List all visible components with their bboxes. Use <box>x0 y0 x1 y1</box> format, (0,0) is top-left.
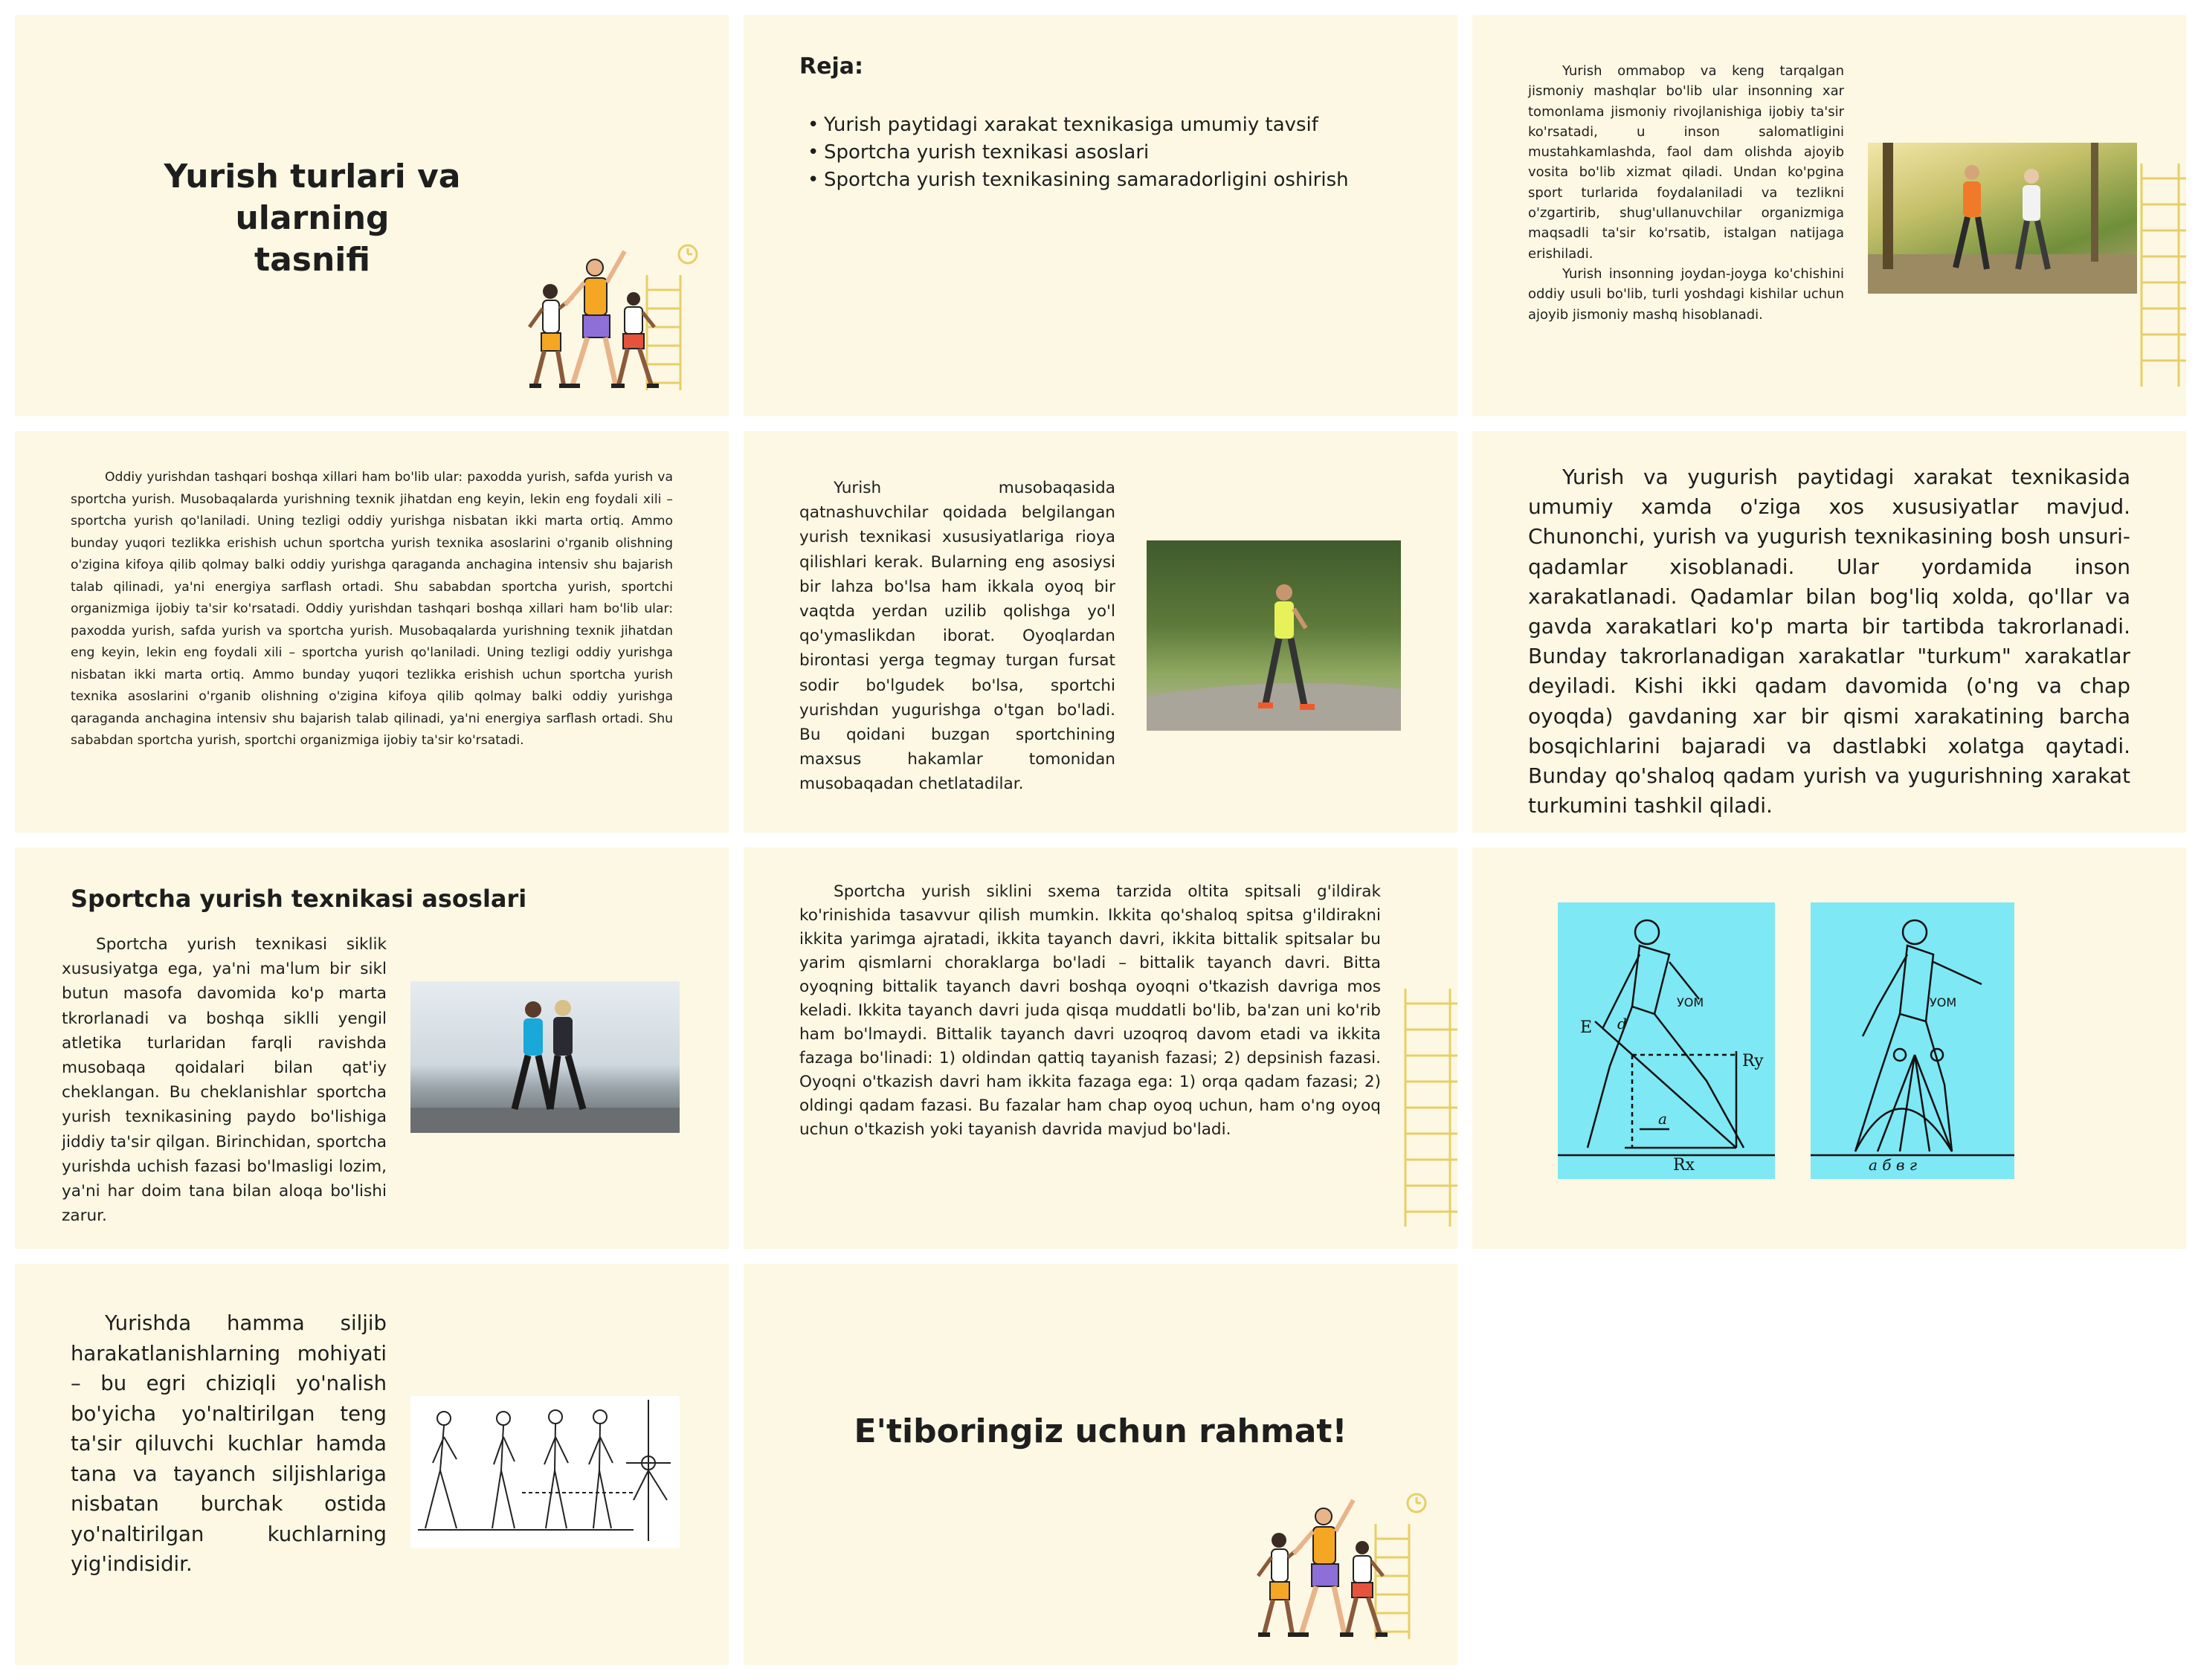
plan-item: • Yurish paytidagi xarakat texnikasiga umumiy tavsif <box>803 112 1413 139</box>
exercise-people-illustration <box>521 238 714 394</box>
technique-basics-heading: Sportcha yurish texnikasi asoslari <box>71 885 527 913</box>
walking-cycle-paragraph: Sportcha yurish siklini sxema tarzida oltita spitsali g'ildirak ko'rinishida tasavvur qilish mumkin. Ikkita qo'shaloq spitsa g'ildirakni ikkita yarimga ajratadi, ikkita tayanch davri, ikkita bittalik spitsalar bu yarim qismlarni choraklarga bo'ladi – bittalik tayanch davri. Bitta oyoqning bittalik tayanch davri boshqa oyoqni o'tkazish davriga mos keladi. Ikkita tayanch davri juda qisqa muddatli bo'lib, ba'zan uni ko'rib ham bo'lmaydi. Bittalik tayanch davri uzoqroq davom etadi va ikkita fazaga bo'linadi: 1) oldindan qattiq tayanish fazasi; 2) depsinish fazasi. Oyoqni o'tkazish davri ham ikkita fazaga ega: 1) orqa qadam fazasi; 2) oldingi qadam fazasi. Bu fazalar ham chap oyoq uchun, ham o'ng oyoq uchun o'tkazish yoki tayanish davrida mavjud bo'ladi. <box>799 882 1381 1139</box>
intro-paragraph-2: Yurish insonning joydan-joyga ko'chishini oddiy usuli bo'lib, turli yoshdagi kishilar uchun ajoyib jismoniy mashq hisoblanadi. <box>1528 265 1844 323</box>
title-block <box>89 156 535 281</box>
competition-rules-paragraph: Yurish musobaqasida qatnashuvchilar qoidada belgilangan yurish texnikasi xususiyatlariga rioya qilishlari kerak. Bularning eng asosiysi bir lahza bo'lsa ham ikkala oyoq bir vaqtda yerdan uzilib qolishga yo'l qo'ymaslikdan iborat. Oyoqlardan birontasi yerga tegmay turgan fursat sodir bo'lgudek bo'lsa, sportchi yurishdan yugurishga o'tgan bo'ladi. Bu qoidani buzgan sportchining maxsus hakamlar tomonidan musobaqadan chetlatadilar. <box>799 479 1115 794</box>
title-line-1: Yurish turlari va ularning <box>164 158 461 237</box>
slide-technique-general <box>1472 431 2186 833</box>
walking-types-paragraph: Oddiy yurishdan tashqari boshqa xillari ham bo'lib ular: paxodda yurish, safda yurish va sportcha yurish. Musobaqalarda yurishning texnik jihatdan eng keyin, lekin eng foydali xili – sportcha yurish qo'laniladi. Uning tezligi oddiy yurishga nisbatan ikki marta ortiq. Ammo bunday yuqori tezlikka erishish uchun sportcha yurish texnika asoslarini o'rganib olishning o'zigina kifoya qilib qolmay balki oddiy yurishga qaraganda anchagina intensiv shu bajarish talab qilinadi, ya'ni energiya sarflash ortadi. Shu sababdan sportcha yurish, sportchi organizmiga ijobiy ta'sir ko'rsatadi. Oddiy yurishdan tashqari boshqa xillari ham bo'lib ular: paxodda yurish, safda yurish va sportcha yurish. Musobaqalarda yurishning texnik jihatdan eng keyin, lekin eng foydali xili – sportcha yurish qo'laniladi. Uning tezligi oddiy yurishga nisbatan ikki marta ortiq. Ammo bunday yuqori tezlikka erishish uchun sportcha yurish texnika asoslarini o'rganib olishning o'zigina kifoya qilib qolmay balki oddiy yurishga qaraganda anchagina intensiv shu bajarish talab qilinadi, ya'ni energiya sarflash ortadi. Shu sababdan sportcha yurish, sportchi organizmiga ijobiy ta'sir ko'rsatadi. <box>71 470 673 748</box>
plan-item: • Sportcha yurish texnikasining samaradorligini oshirish <box>803 167 1413 194</box>
slide-walking-types <box>15 431 729 833</box>
women-walking-photo <box>410 981 680 1133</box>
race-walker-photo <box>1147 540 1401 731</box>
plan-item: • Sportcha yurish texnikasi asoslari <box>803 139 1413 167</box>
slide-competition-rules <box>744 431 1457 833</box>
walking-couple-park-photo <box>1868 143 2137 294</box>
label-rx: Rx <box>1673 1156 1695 1175</box>
thanks-title: E'tiboringiz uchun rahmat! <box>854 1412 1347 1450</box>
slide-forces <box>15 1264 729 1665</box>
force-diagram-figure-1 <box>1558 902 1775 1179</box>
plan-list <box>803 112 1413 194</box>
exercise-people-illustration <box>1249 1487 1443 1643</box>
slide-plan <box>744 15 1457 416</box>
intro-paragraph-1: Yurish ommabop va keng tarqalgan jismoniy mashqlar bo'lib ular insonning xar tomonlama jismoniy rivojlanishiga ijobiy ta'sir ko'rsatadi, u inson salomatligini mustahkamlashda, faol dam olishda ajoyib vosita bo'lib xizmat qiladi. Undan ko'pgina sport turlarida foydalaniladi va tezlikni o'zgartirib, shug'ullanuvchilar organizmiga maqsadli ta'sir ko'rsatib, istalgan natijaga erishiladi. <box>1528 63 1844 262</box>
label-d: d <box>1617 1015 1627 1033</box>
label-phases: а б в г <box>1869 1156 1917 1174</box>
plan-heading: Reja: <box>799 54 863 80</box>
label-com: УОМ <box>1930 995 1957 1009</box>
technique-general-paragraph: Yurish va yugurish paytidagi xarakat texnikasida umumiy xamda o'ziga xos xususiyatlar mavjud. Chunonchi, yurish va yugurish texnikasining bosh unsuri-qadamlar xisoblanadi. Ular yordamida inson xarakatlanadi. Qadamlar bilan bog'liq xolda, qo'llar va gavda xarakatlari ko'p marta bir tartibda takrorlanadi. Bunday takrorlanadigan xarakatlar "turkum" xarakatlar deyiladi. Kishi ikki qadam davomida (o'ng va chap oyoqda) gavdaning xar bir qismi xarakatining barcha bosqichlarini bajaradi va dastlabki xolatga qaytadi. Bunday qo'shaloq qadam yurish va yugurishning xarakat turkumini tashkil qiladi. <box>1528 465 2130 818</box>
title-line-2: tasnifi <box>254 241 370 279</box>
forces-paragraph: Yurishda hamma siljib harakatlanishlarning mohiyati – bu egri chiziqli yo'nalish bo'yicha yo'naltirilgan teng ta'sir qiluvchi kuchlar hamda tana va tayanch siljishlariga nisbatan burchak ostida yo'naltirilgan kuchlarning yig'indisidir. <box>71 1311 387 1576</box>
label-ry: Ry <box>1742 1052 1764 1070</box>
slide-technique-basics <box>15 847 729 1249</box>
label-a: a <box>1658 1110 1667 1128</box>
slide-walking-cycle <box>744 847 1457 1249</box>
slide-thanks <box>744 1264 1457 1665</box>
intro-text-block <box>1528 61 1844 325</box>
slide-intro <box>1472 15 2186 416</box>
slide-force-diagrams <box>1472 847 2186 1249</box>
slide-title <box>15 15 729 416</box>
force-diagram-figure-2 <box>1811 902 2014 1179</box>
ladder-decoration <box>1398 989 1457 1227</box>
label-e: E <box>1580 1018 1593 1037</box>
ladder-decoration <box>2134 164 2186 387</box>
label-com: УОМ <box>1677 995 1704 1009</box>
technique-basics-paragraph: Sportcha yurish texnikasi siklik xususiyatga ega, ya'ni ma'lum bir sikl butun masofa davomida ko'p marta tkrorlanadi va boshqa siklli yengil atletika turlaridan farqli ravishda musobaqa qoidalari bilan qat'iy cheklangan. Bu cheklanishlar sportcha yurish texnikasining paydo bo'lishiga jiddiy ta'sir qilgan. Birinchidan, sportcha yurishda uchish fazasi bo'lmasligi lozim, ya'ni har doim tana bilan aloqa bo'lishi zarur. <box>62 935 387 1226</box>
walking-phases-drawing <box>410 1396 680 1548</box>
